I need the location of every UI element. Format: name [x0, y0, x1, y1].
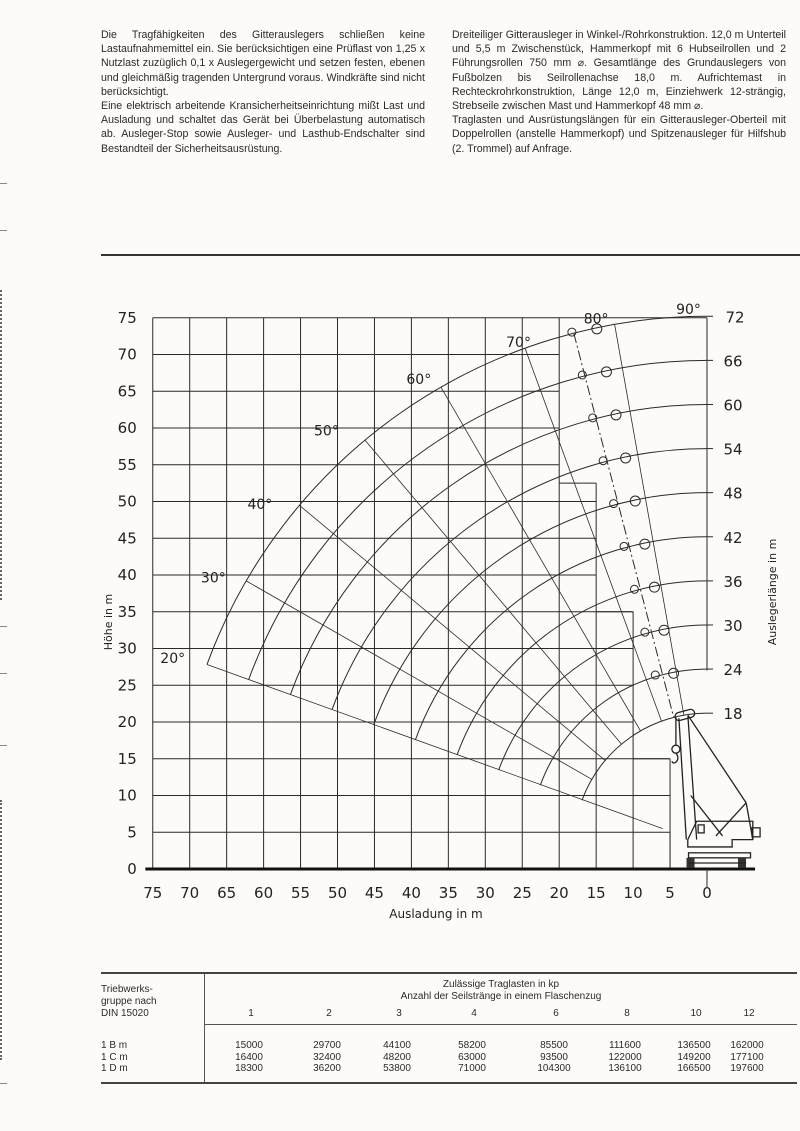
column-header: 1 — [248, 1008, 254, 1019]
cab-window — [698, 825, 704, 833]
x-tick-label: 10 — [623, 884, 643, 902]
track-frame — [689, 853, 751, 858]
boom-length-label: 24 — [723, 661, 743, 680]
table-bottom-rule — [101, 1082, 797, 1084]
table-cell: 32400 — [313, 1051, 341, 1063]
boom-length-label: 30 — [723, 616, 743, 635]
y-tick-label: 25 — [117, 676, 137, 695]
boom-line — [688, 716, 697, 839]
y-tick-label: 30 — [117, 639, 137, 658]
y-axis-label: Höhe in m — [102, 593, 115, 651]
boom-length-label: 54 — [723, 440, 743, 459]
angle-label: 20° — [160, 651, 186, 668]
pulley-circle — [589, 414, 597, 422]
x-tick-label: 70 — [180, 884, 200, 902]
table-cell: 15000 — [235, 1040, 263, 1051]
paragraph: Dreiteiliger Gitterausleger in Winkel-/Rohrkonstruktion. 12,0 m Unterteil und 5,5 m Zwischenstück, Hammerkopf mit 6 Hubseilrollen und 2 Führungsrollen 750 mm ⌀. Gesamtlänge des Grundauslegers von Fußbolzen bis Seilrollenachse 18,0 m. Aufrichtemast in Rechteckrohrkonstruktion, Länge 12,0 m, Einziehwerk 12-strängig, Strebseile zwischen Mast und Hammerkopf 48 mm ⌀. — [452, 29, 786, 113]
angle-label: 90° — [676, 302, 701, 319]
y-tick-label: 35 — [117, 602, 137, 621]
header-left-line: DIN 15020 — [101, 1008, 149, 1019]
table-cell: 166500 — [677, 1063, 711, 1074]
x-tick-label: 50 — [327, 884, 348, 902]
x-tick-label: 55 — [291, 884, 311, 902]
column-header: 6 — [553, 1008, 559, 1019]
column-header: 3 — [396, 1008, 402, 1019]
pulley-circle — [610, 500, 618, 508]
y-tick-label: 45 — [117, 529, 137, 548]
pulley-circle — [641, 628, 649, 636]
header-title: Zulässige Traglasten in kp — [442, 979, 560, 990]
header-left-line: Triebwerks- — [101, 984, 153, 995]
table-top-rule — [101, 972, 797, 974]
y-tick-label: 70 — [117, 345, 137, 364]
x-tick-label: 0 — [702, 884, 712, 902]
boom-length-label: 60 — [723, 396, 743, 415]
paragraph: Traglasten und Ausrüstungslängen für ein Gitterausleger-Oberteil mit Doppelrollen (anstelle Hammerkopf) und Spitzenausleger für Hilfshub (2. Trommel) auf Anfrage. — [452, 114, 786, 155]
boom-length-label: 66 — [723, 352, 743, 371]
header-left-line: gruppe nach — [101, 996, 157, 1007]
x-tick-label: 35 — [438, 884, 458, 902]
x-tick-label: 20 — [549, 884, 569, 902]
table-cell: 71000 — [458, 1063, 486, 1074]
angle-line — [441, 387, 641, 731]
hook-block — [672, 745, 680, 753]
angle-label: 80° — [583, 311, 609, 328]
y-tick-label: 40 — [117, 566, 137, 584]
hook-icon — [672, 753, 678, 763]
paragraph: Die Tragfähigkeiten des Gitterauslegers schließen keine Lastaufnahmemittel ein. Sie berücksichtigen eine Prüflast von 1,25 x Nutzlast zuzüglich 0,1 x Auslegergewicht und setzen festen, ebenen und gleichmäßig tragenden Untergrund voraus. Windkräfte sind nicht berücksichtigt. — [101, 29, 425, 98]
y-tick-label: 65 — [117, 382, 137, 401]
table-cell: 85500 — [540, 1040, 568, 1051]
column-header: 2 — [326, 1008, 332, 1019]
angle-line — [246, 581, 592, 779]
angle-label: 40° — [247, 496, 273, 513]
y-tick-label: 50 — [117, 492, 137, 511]
boom-line — [679, 718, 686, 839]
table-cell: 177100 — [730, 1051, 764, 1063]
y-tick-label: 15 — [117, 749, 137, 768]
table-cell: 149200 — [677, 1051, 711, 1063]
y-tick-label: 10 — [117, 786, 137, 805]
x-tick-label: 75 — [143, 884, 163, 902]
pulley-circle — [599, 457, 607, 465]
mast-line — [716, 803, 746, 836]
table-cell: 162000 — [730, 1040, 764, 1051]
boom-length-label: 72 — [725, 308, 745, 327]
x-axis-label: Ausladung in m — [389, 907, 483, 921]
table-cell: 18300 — [235, 1063, 263, 1074]
table-cell: 136500 — [677, 1040, 711, 1051]
y-tick-label: 60 — [117, 419, 137, 437]
table-cell: 16400 — [235, 1051, 263, 1063]
reference-dashdot-line — [574, 333, 674, 717]
angle-lines — [160, 302, 701, 829]
pulley-circle — [630, 585, 638, 593]
table-cell: 122000 — [608, 1051, 642, 1063]
table-cell: 48200 — [383, 1051, 411, 1063]
x-tick-label: 60 — [254, 884, 274, 902]
boom-length-arc — [207, 316, 707, 664]
boom-arcs — [207, 308, 745, 800]
y2-axis-label: Auslegerlänge in m — [766, 538, 779, 646]
axis-labels — [118, 309, 712, 902]
x-tick-label: 25 — [512, 884, 532, 902]
table-cell: 58200 — [458, 1040, 486, 1051]
table-cell: 104300 — [537, 1063, 571, 1074]
pulley-circle — [651, 671, 659, 679]
paragraph: Eine elektrisch arbeitende Kransicherheitseinrichtung mißt Last und Ausladung und schaltet das Gerät bei Überbelastung automatisch ab. Ausleger-Stop sowie Ausleger- und Lasthub-Endschalter sind Bestandteil der Sicherheitsausrüstung. — [101, 100, 425, 155]
table-cell: 53800 — [383, 1063, 411, 1074]
table-cell: 29700 — [313, 1040, 341, 1051]
table-cell: 93500 — [540, 1051, 568, 1063]
boom-length-label: 48 — [723, 484, 743, 503]
x-tick-label: 30 — [475, 884, 495, 902]
header-subtitle: Anzahl der Seilstränge in einem Flaschenzug — [400, 991, 602, 1002]
row-label: 1 D m — [101, 1063, 128, 1074]
angle-label: 70° — [506, 335, 531, 352]
pendant-line — [688, 715, 746, 803]
x-tick-label: 5 — [665, 884, 675, 902]
table-cell: 63000 — [458, 1051, 486, 1063]
table-cell: 197600 — [730, 1063, 764, 1074]
x-tick-label: 40 — [401, 884, 421, 902]
table-cell: 44100 — [383, 1040, 411, 1051]
x-tick-label: 45 — [364, 884, 384, 902]
header-left — [101, 984, 157, 1020]
table-header-rule — [204, 1024, 797, 1025]
angle-label: 30° — [200, 570, 226, 587]
angle-line — [525, 348, 661, 721]
boom-length-label: 42 — [723, 528, 743, 547]
angle-line — [615, 324, 684, 715]
angle-label: 50° — [314, 423, 339, 440]
y-tick-label: 20 — [117, 713, 137, 731]
column-header: 12 — [743, 1008, 755, 1019]
column-header: 4 — [471, 1008, 477, 1019]
boom-length-label: 36 — [723, 572, 743, 591]
boom-length-label: 18 — [723, 705, 743, 724]
table-cell: 136100 — [608, 1063, 642, 1074]
y-tick-label: 5 — [127, 823, 137, 842]
column-header: 10 — [690, 1008, 702, 1019]
y-tick-label: 55 — [117, 455, 137, 474]
margin-mark — [0, 1083, 7, 1084]
y-tick-label: 0 — [127, 860, 137, 878]
x-tick-label: 15 — [586, 884, 606, 902]
crane-illustration — [672, 708, 760, 867]
y-tick-label: 75 — [117, 308, 137, 327]
x-tick-label: 65 — [217, 884, 237, 902]
angle-label: 60° — [406, 371, 432, 388]
row-label: 1 B m — [101, 1040, 128, 1051]
table-cell: 36200 — [313, 1063, 341, 1074]
pulley-circle — [568, 328, 576, 336]
pulley-circle — [620, 542, 628, 550]
table-cell: 111600 — [609, 1040, 641, 1051]
row-label: 1 C m — [101, 1051, 128, 1063]
column-header: 8 — [624, 1008, 630, 1019]
